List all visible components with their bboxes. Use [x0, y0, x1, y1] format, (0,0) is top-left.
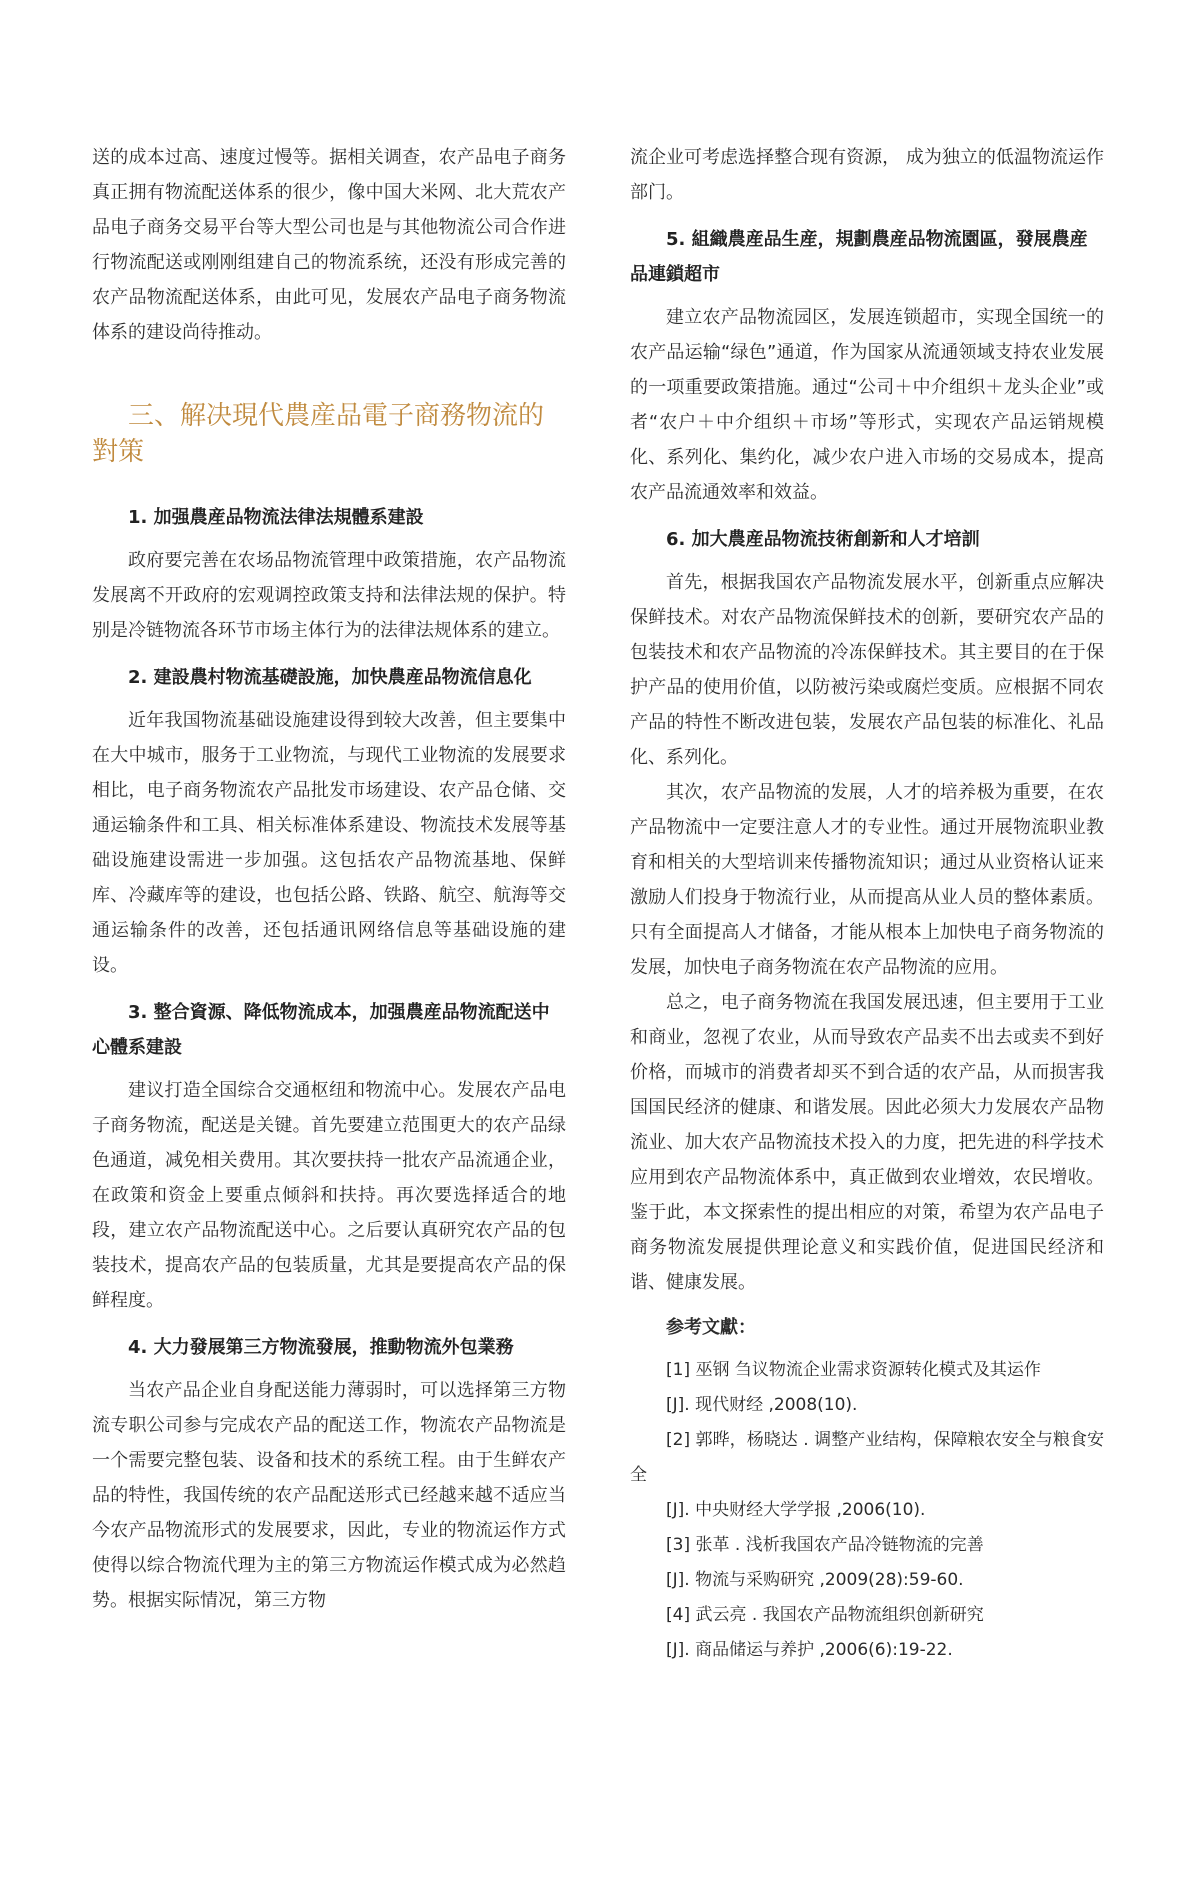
right-column [630, 140, 1104, 1668]
subheading-6: 6. 加大農産品物流技術創新和人才培訓 [666, 529, 980, 550]
right-intro-paragraph: 流企业可考虑选择整合现有资源， 成为独立的低温物流运作部门。 [630, 147, 1104, 203]
paragraph-3: 建议打造全国综合交通枢纽和物流中心。发展农产品电子商务物流，配送是关键。首先要建立范围更大的农产品绿色通道，减免相关费用。其次要扶持一批农产品流通企业，在政策和资金上要重点倾斜和扶持。再次要选择适合的地段，建立农产品物流配送中心。之后要认真研究农产品的包装技术，提高农产品的包装质量，尤其是要提高农产品的保鲜程度。 [92, 1080, 566, 1311]
reference-line: [2] 郭晔，杨晓达 . 调整产业结构，保障粮农安全与粮食安全 [630, 1430, 1104, 1485]
subheading-4: 4. 大力發展第三方物流發展，推動物流外包業務 [128, 1337, 514, 1358]
paragraph-6a: 首先，根据我国农产品物流发展水平，创新重点应解决保鲜技术。对农产品物流保鲜技术的创新，要研究农产品的包装技术和农产品物流的冷冻保鲜技术。其主要目的在于保护产品的使用价值，以防被污染或腐烂变质。应根据不同农产品的特性不断改进包装，发展农产品包装的标准化、礼品化、系列化。 [630, 572, 1104, 768]
subheading-1: 1. 加强農産品物流法律法規體系建設 [128, 507, 424, 528]
subheading-3: 3. 整合資源、降低物流成本，加强農産品物流配送中心體系建設 [92, 1002, 550, 1058]
reference-line: [J]. 现代财经 ,2008(10). [666, 1395, 858, 1415]
reference-line: [3] 张革 . 浅析我国农产品冷链物流的完善 [666, 1535, 984, 1555]
subheading-2: 2. 建設農村物流基礎設施，加快農産品物流信息化 [128, 667, 532, 688]
reference-line: [J]. 商品储运与养护 ,2006(6):19-22. [666, 1640, 953, 1660]
references-list [630, 1353, 1104, 1668]
references-title: 参考文獻： [666, 1317, 756, 1338]
paragraph-1: 政府要完善在农场品物流管理中政策措施，农产品物流发展离不开政府的宏观调控政策支持和法律法规的保护。特别是冷链物流各环节市场主体行为的法律法规体系的建立。 [92, 550, 566, 641]
paragraph-6b: 其次，农产品物流的发展，人才的培养极为重要，在农产品物流中一定要注意人才的专业性。通过开展物流职业教育和相关的大型培训来传播物流知识；通过从业资格认证来激励人们投身于物流行业，从而提高从业人员的整体素质。只有全面提高人才储备，才能从根本上加快电子商务物流的发展，加快电子商务物流在农产品物流的应用。 [630, 782, 1104, 978]
paragraph-2: 近年我国物流基础设施建设得到较大改善，但主要集中在大中城市，服务于工业物流，与现代工业物流的发展要求相比，电子商务物流农产品批发市场建设、农产品仓储、交通运输条件和工具、相关标准体系建设、物流技术发展等基础设施建设需进一步加强。这包括农产品物流基地、保鲜库、冷藏库等的建设，也包括公路、铁路、航空、航海等交通运输条件的改善，还包括通讯网络信息等基础设施的建设。 [92, 710, 566, 976]
reference-line: [J]. 物流与采购研究 ,2009(28):59-60. [666, 1570, 964, 1590]
subheading-5: 5. 組織農産品生産，規劃農産品物流園區，發展農産品連鎖超市 [630, 229, 1088, 285]
left-column [92, 140, 566, 1618]
reference-line: [4] 武云亮 . 我国农产品物流组织创新研究 [666, 1605, 984, 1625]
left-intro-paragraph: 送的成本过高、速度过慢等。据相关调查，农产品电子商务真正拥有物流配送体系的很少，像中国大米网、北大荒农产品电子商务交易平台等大型公司也是与其他物流公司合作进行物流配送或刚刚组建自己的物流系统，还没有形成完善的农产品物流配送体系，由此可见，发展农产品电子商务物流体系的建设尚待推动。 [92, 147, 566, 343]
section-heading: 三、解决現代農産品電子商務物流的對策 [92, 401, 545, 467]
paragraph-5: 建立农产品物流园区，发展连锁超市，实现全国统一的农产品运输“绿色”通道，作为国家从流通领域支持农业发展的一项重要政策措施。通过“公司＋中介组织＋龙头企业”或者“农户＋中介组织＋市场”等形式，实现农产品运销规模化、系列化、集约化，减少农户进入市场的交易成本，提高农产品流通效率和效益。 [630, 307, 1104, 503]
paragraph-4: 当农产品企业自身配送能力薄弱时，可以选择第三方物流专职公司参与完成农产品的配送工作，物流农产品物流是一个需要完整包装、设备和技术的系统工程。由于生鲜农产品的特性，我国传统的农产品配送形式已经越来越不适应当今农产品物流形式的发展要求，因此，专业的物流运作方式使得以综合物流代理为主的第三方物流运作模式成为必然趋势。根据实际情况，第三方物 [92, 1380, 566, 1611]
paragraph-7: 总之，电子商务物流在我国发展迅速，但主要用于工业和商业，忽视了农业，从而导致农产品卖不出去或卖不到好价格，而城市的消费者却买不到合适的农产品，从而损害我国国民经济的健康、和谐发展。因此必须大力发展农产品物流业、加大农产品物流技术投入的力度，把先进的科学技术应用到农产品物流体系中，真正做到农业增效，农民增收。鉴于此，本文探索性的提出相应的对策，希望为农产品电子商务物流发展提供理论意义和实践价值，促进国民经济和谐、健康发展。 [630, 992, 1104, 1293]
reference-line: [1] 巫钢 刍议物流企业需求资源转化模式及其运作 [666, 1360, 1041, 1380]
reference-line: [J]. 中央财经大学学报 ,2006(10). [666, 1500, 926, 1520]
